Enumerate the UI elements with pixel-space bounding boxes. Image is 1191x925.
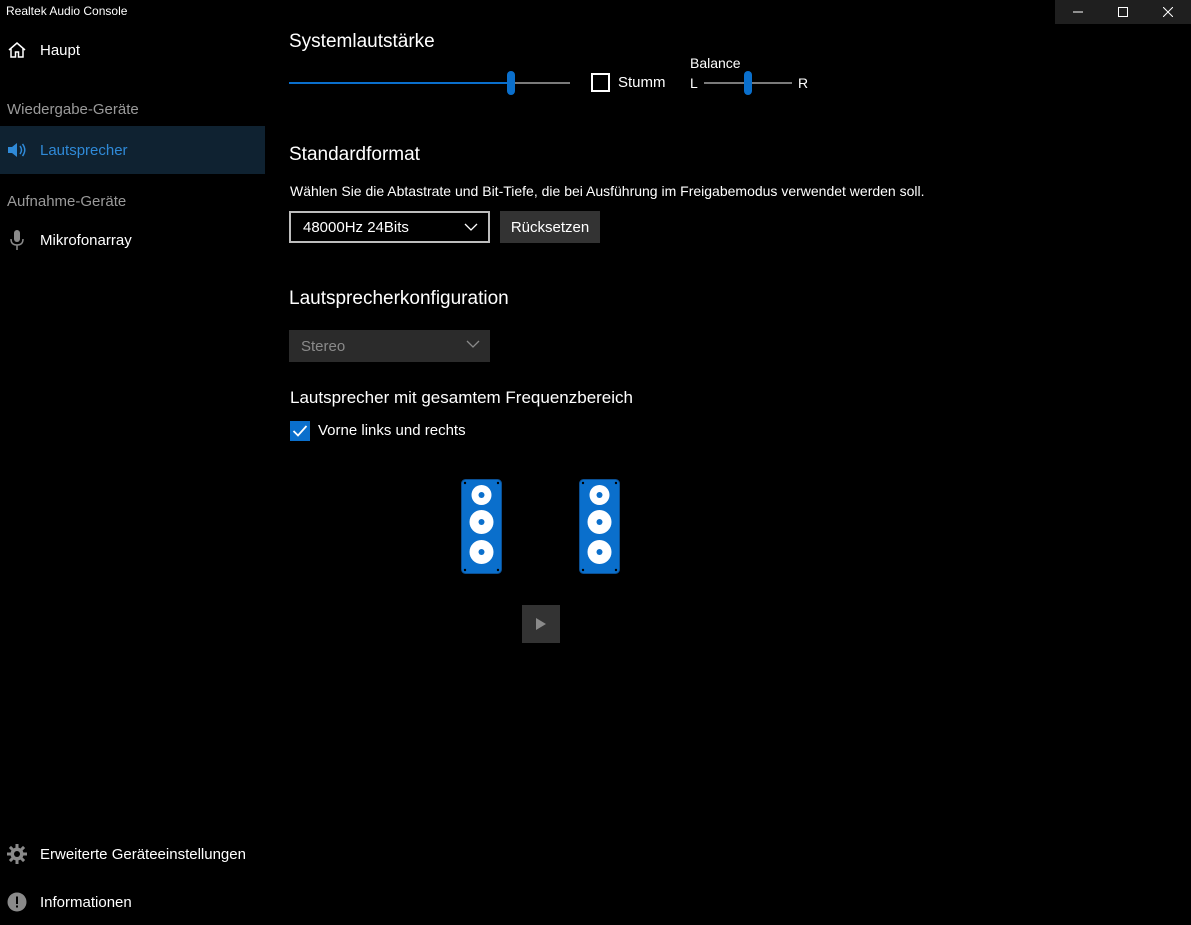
default-format-title: Standardformat bbox=[289, 144, 420, 165]
playback-devices-header: Wiedergabe-Geräte bbox=[7, 101, 139, 118]
format-dropdown-value: 48000Hz 24Bits bbox=[303, 218, 409, 236]
speaker-config-dropdown[interactable] bbox=[289, 330, 490, 362]
speaker-config-value: Stereo bbox=[301, 337, 346, 355]
sidebar-item-advanced-settings[interactable] bbox=[0, 830, 265, 878]
sidebar-item-information[interactable] bbox=[0, 878, 265, 925]
front-left-right-checkbox[interactable] bbox=[290, 421, 310, 441]
sidebar-item-microphone[interactable] bbox=[0, 216, 265, 264]
reset-button[interactable]: Rücksetzen bbox=[500, 211, 600, 243]
sidebar-item-speakers[interactable] bbox=[0, 126, 265, 174]
mute-label: Stumm bbox=[618, 74, 666, 91]
balance-right-label: R bbox=[798, 75, 809, 91]
info-icon bbox=[7, 892, 27, 912]
front-left-right-label: Vorne links und rechts bbox=[318, 422, 466, 439]
sidebar-item-label: Haupt bbox=[40, 41, 81, 59]
default-format-description: Wählen Sie die Abtastrate und Bit-Tiefe, die bei Ausführung im Freigabemodus verwendet werden soll. bbox=[290, 183, 925, 199]
speaker-icon bbox=[7, 140, 27, 160]
chevron-down-icon bbox=[464, 222, 478, 232]
volume-slider[interactable] bbox=[289, 71, 570, 95]
gear-icon bbox=[7, 844, 27, 864]
sidebar-item-label: Erweiterte Geräteeinstellungen bbox=[40, 845, 246, 863]
speaker-config-title: Lautsprecherkonfiguration bbox=[289, 288, 509, 309]
left-speaker-icon[interactable] bbox=[461, 479, 502, 574]
volume-slider-fill bbox=[289, 82, 511, 84]
checkmark-icon bbox=[292, 424, 308, 438]
home-icon bbox=[7, 40, 27, 60]
recording-devices-header: Aufnahme-Geräte bbox=[7, 193, 127, 210]
full-range-speakers-label: Lautsprecher mit gesamtem Frequenzbereich bbox=[290, 388, 633, 407]
mute-checkbox[interactable] bbox=[591, 73, 610, 92]
sidebar bbox=[0, 24, 265, 925]
volume-slider-thumb[interactable] bbox=[507, 71, 515, 95]
format-dropdown[interactable] bbox=[289, 211, 490, 243]
play-test-button[interactable] bbox=[522, 605, 560, 643]
balance-left-label: L bbox=[690, 75, 698, 91]
chevron-down-icon bbox=[466, 339, 480, 349]
microphone-icon bbox=[7, 230, 27, 250]
balance-slider[interactable] bbox=[704, 71, 792, 95]
window-title: Realtek Audio Console bbox=[6, 4, 128, 18]
main-content bbox=[289, 0, 1169, 925]
sidebar-item-label: Lautsprecher bbox=[40, 141, 128, 159]
system-volume-title: Systemlautstärke bbox=[289, 31, 435, 52]
sidebar-item-main[interactable] bbox=[0, 26, 265, 74]
right-speaker-icon[interactable] bbox=[579, 479, 620, 574]
balance-label: Balance bbox=[690, 55, 741, 71]
play-icon bbox=[535, 617, 547, 631]
sidebar-item-label: Informationen bbox=[40, 893, 132, 911]
sidebar-item-label: Mikrofonarray bbox=[40, 231, 132, 249]
balance-slider-thumb[interactable] bbox=[744, 71, 752, 95]
